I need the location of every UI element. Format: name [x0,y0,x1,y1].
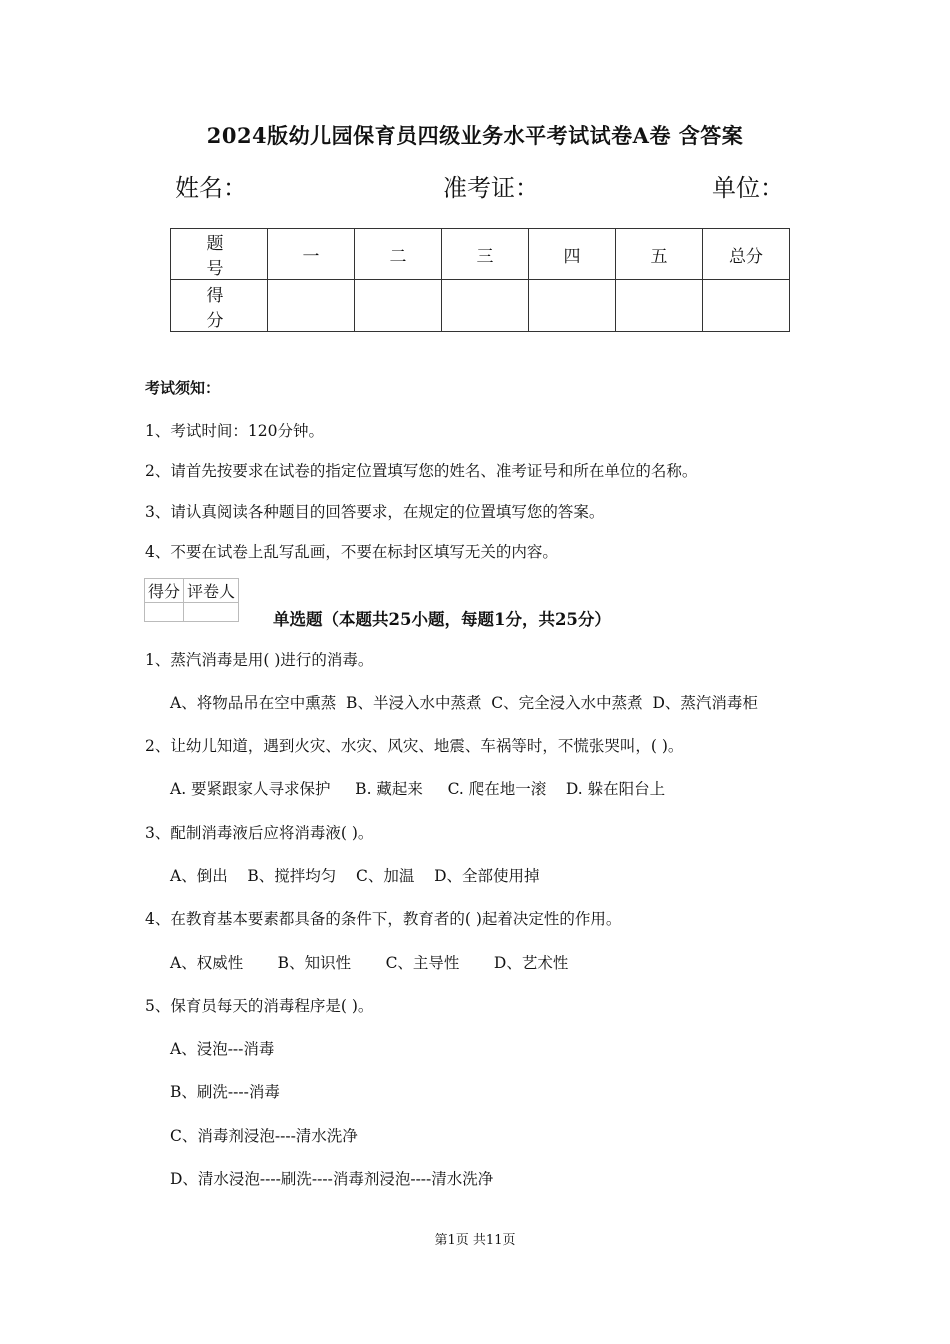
score-cell[interactable] [616,280,703,332]
section-1-header: 一 [268,229,355,280]
candidate-info-row [175,168,785,204]
score-table [170,228,790,332]
section-4-header: 四 [529,229,616,280]
question-1: 1、蒸汽消毒是用( )进行的消毒。 [145,651,374,669]
section-3-header: 三 [442,229,529,280]
question-5-option-b: B、刷洗----消毒 [170,1083,280,1101]
question-3: 3、配制消毒液后应将消毒液( )。 [145,824,374,842]
question-4: 4、在教育基本要素都具备的条件下，教育者的( )起着决定性的作用。 [145,910,622,928]
question-1-options: A、将物品吊在空中熏蒸 B、半浸入水中蒸煮 C、完全浸入水中蒸煮 D、蒸汽消毒柜 [170,694,758,712]
grader-name-cell[interactable] [184,603,239,622]
grader-score-cell[interactable] [145,603,184,622]
name-label: 姓名： [175,174,247,202]
page-footer: 第1页 共11页 [434,1233,516,1248]
notice-item: 4、不要在试卷上乱写乱画，不要在标封区填写无关的内容。 [145,543,558,561]
notice-item: 3、请认真阅读各种题目的回答要求，在规定的位置填写您的答案。 [145,503,605,521]
question-2-options: A. 要紧跟家人寻求保护 B. 藏起来 C. 爬在地一滚 D. 躲在阳台上 [170,780,666,798]
score-table-header-row [171,229,790,280]
score-table-score-row [171,280,790,332]
question-5-option-d: D、清水浸泡----刷洗----消毒剂浸泡----清水洗净 [170,1170,494,1188]
notice-title: 考试须知： [145,379,221,397]
score-cell[interactable] [355,280,442,332]
total-header: 总分 [703,229,790,280]
question-4-options: A、权威性 B、知识性 C、主导性 D、艺术性 [170,954,569,972]
notice-item: 2、请首先按要求在试卷的指定位置填写您的姓名、准考证号和所在单位的名称。 [145,462,698,480]
grader-score-label: 得分 [145,579,184,603]
exam-id-label: 准考证： [443,174,539,202]
unit-label: 单位： [712,174,784,202]
grader-name-label: 评卷人 [184,579,239,603]
question-5-option-c: C、消毒剂浸泡----清水洗净 [170,1127,358,1145]
grader-box [144,578,239,622]
question-5-option-a: A、浸泡---消毒 [170,1040,275,1058]
score-label: 得 分 [171,280,268,332]
question-5: 5、保育员每天的消毒程序是( )。 [145,997,374,1015]
section-5-header: 五 [616,229,703,280]
notice-item: 1、考试时间：120分钟。 [145,422,324,440]
score-cell[interactable] [703,280,790,332]
score-cell[interactable] [268,280,355,332]
score-cell[interactable] [529,280,616,332]
section-title: 单选题（本题共25小题，每题1分，共25分） [273,610,611,629]
score-cell[interactable] [442,280,529,332]
section-2-header: 二 [355,229,442,280]
exam-title: 2024版幼儿园保育员四级业务水平考试试卷A卷 含答案 [206,123,744,148]
question-2: 2、让幼儿知道，遇到火灾、水灾、风灾、地震、车祸等时，不慌张哭叫，( )。 [145,737,684,755]
question-number-label: 题 号 [171,229,268,280]
question-3-options: A、倒出 B、搅拌均匀 C、加温 D、全部使用掉 [170,867,540,885]
